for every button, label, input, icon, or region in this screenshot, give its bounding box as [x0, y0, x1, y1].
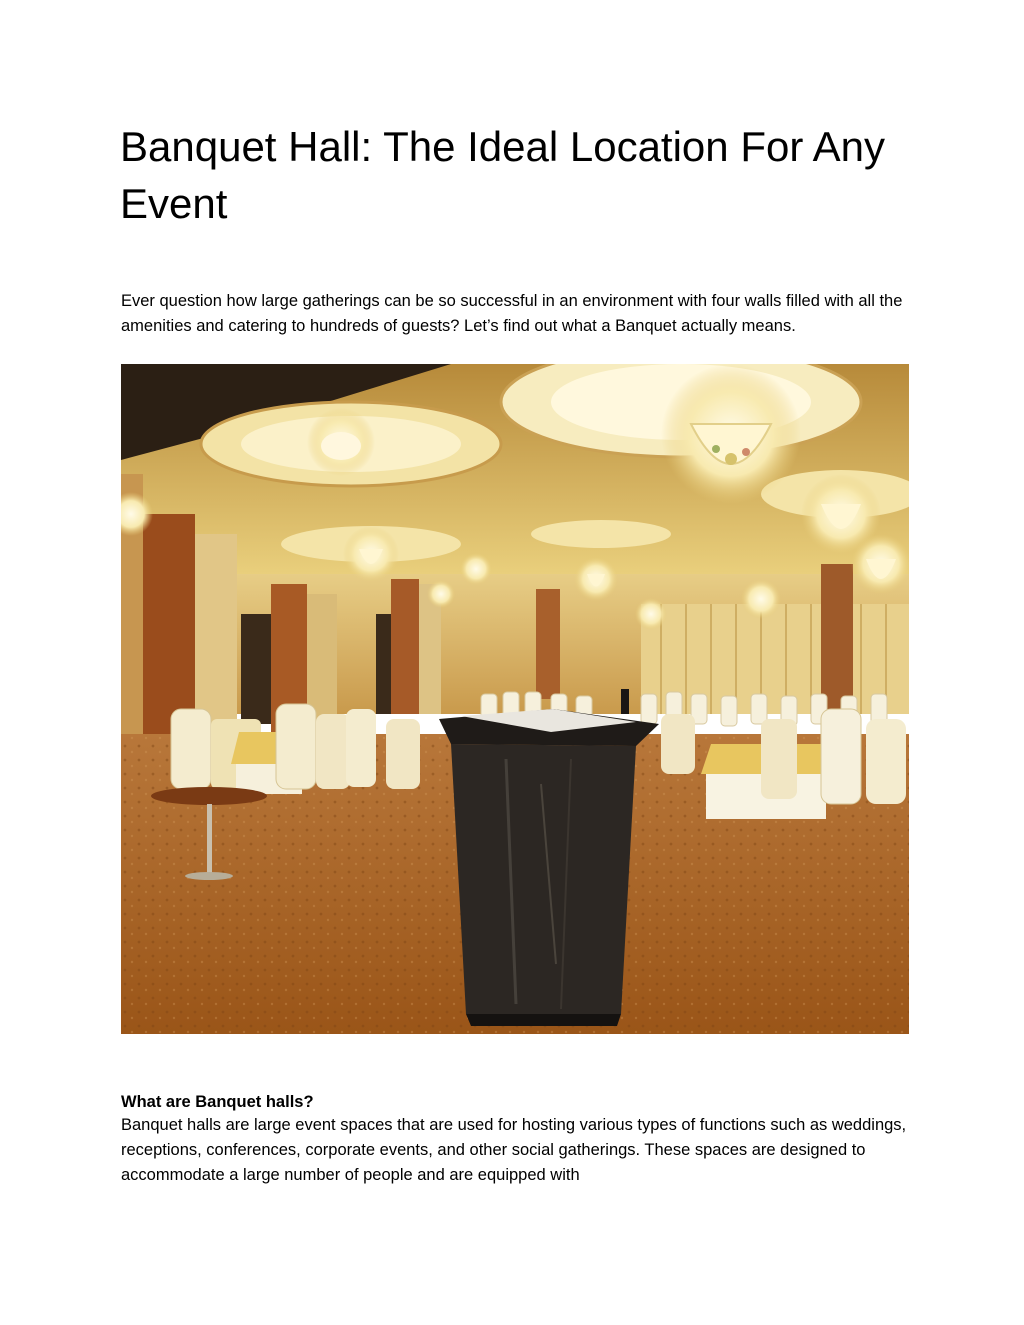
banquet-hall-photo — [121, 364, 909, 1034]
intro-paragraph: Ever question how large gatherings can be so successful in an environment with four walls filled with all the amenities and catering to hundreds of guests? Let’s find out what a Banquet actually means. — [121, 292, 903, 335]
document-title: Banquet Hall: The Ideal Location For Any Event — [120, 123, 886, 227]
section-heading: What are Banquet halls? — [121, 1093, 314, 1111]
section-body: Banquet halls are large event spaces that are used for hosting various types of functions such as weddings, receptions, conferences, corporate events, and other social gatherings. These spaces are designed to accommodate a large number of people and are equipped with — [121, 1116, 907, 1184]
